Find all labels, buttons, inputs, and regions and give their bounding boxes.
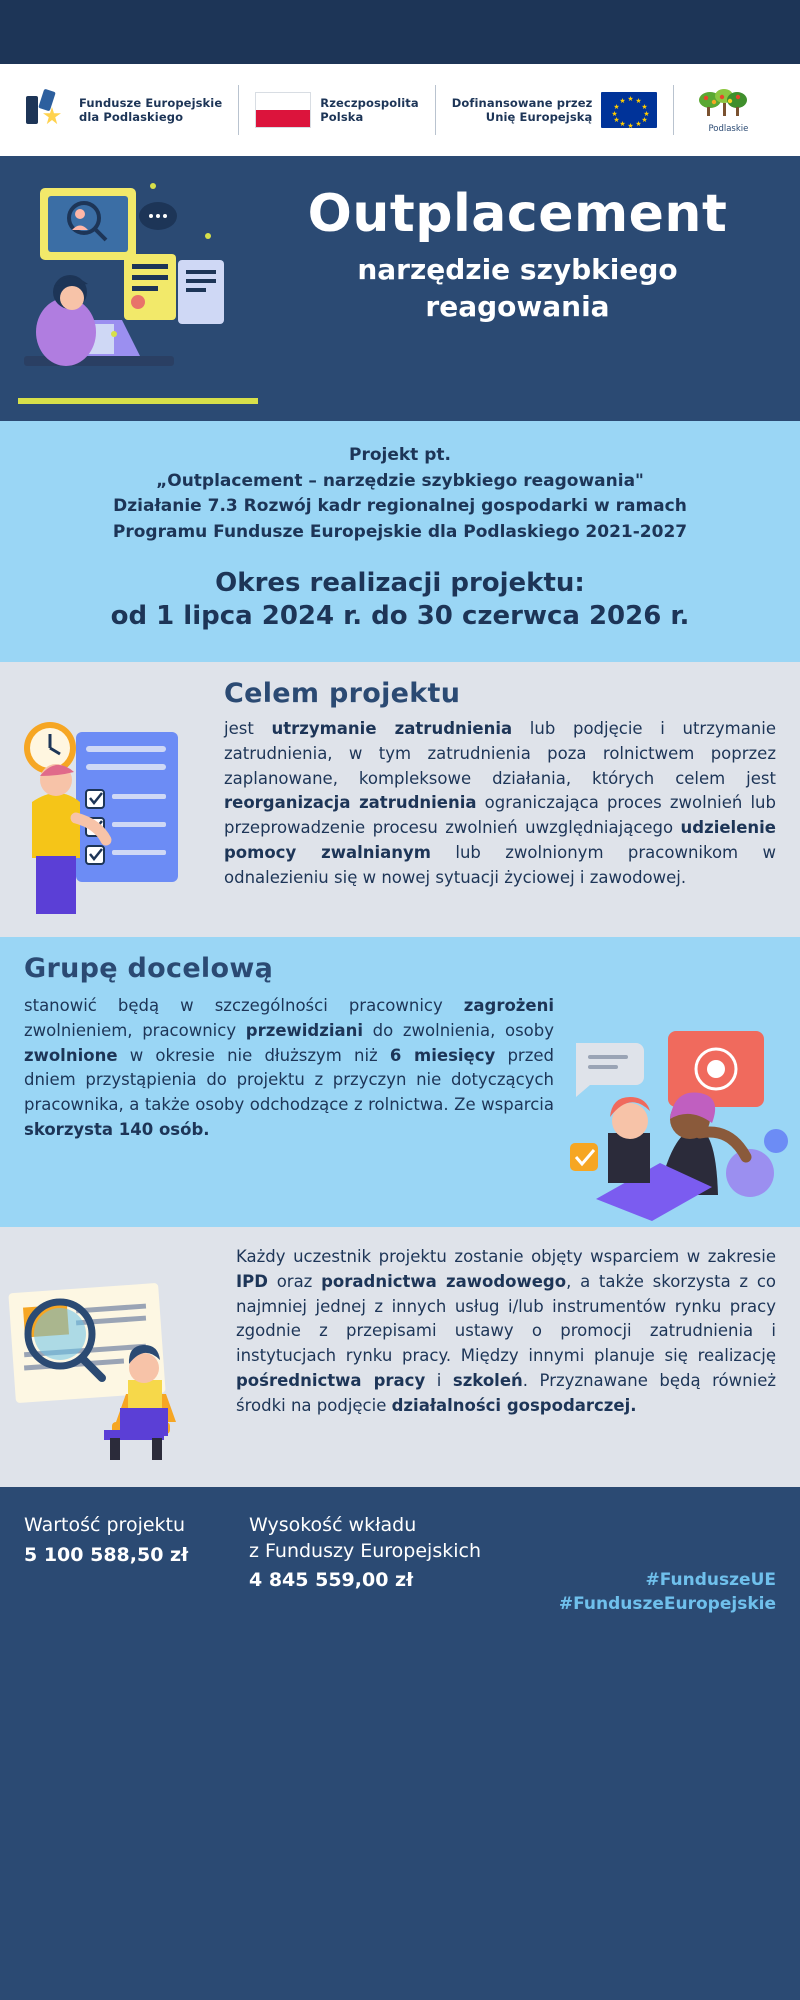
eu-contribution-amount: 4 845 559,00 zł: [249, 1569, 414, 1592]
logo-podlaskie: [690, 87, 766, 134]
target-body: stanowić będą w szczególności pracownicy zagrożeni zwolnieniem, pracownicy przewidziani do zwolnienia, osoby zwolnione w okresie nie dłuższym niż 6 miesięcy przed dniem przystąpienia do projektu z przyczyn nie dotyczących pracownika, a także osoby odchodzące z rolnictwa. Ze wsparcia skorzysta 140 osób.: [24, 996, 554, 1139]
project-period-value: od 1 lipca 2024 r. do 30 czerwca 2026 r.: [110, 600, 690, 631]
goal-heading: Celem projektu: [224, 678, 461, 709]
intro-section: [0, 421, 800, 662]
logo-divider-2: [435, 85, 436, 135]
intro-line-4: Programu Fundusze Europejskie dla Podlaskiego 2021-2027: [112, 521, 688, 542]
intro-line-1: Projekt pt.: [349, 445, 451, 465]
logo-rp-text: [320, 96, 419, 125]
logo-fe-line1: Fundusze Europejskie: [79, 95, 223, 110]
target-heading: Grupę docelową: [24, 953, 274, 984]
goal-body: jest utrzymanie zatrudnienia lub podjęcie i utrzymanie zatrudnienia, w tym zatrudnienia poza rolnictwem poprzez zaplanowane, kompleksowe działania, których celem jest reorganizacja zatrudnienia ograniczająca proces zwolnień lub przeprowadzenie procesu zwolnień uwzględniającego udzielenie pomocy zwalnianym lub zwolnionym pracownikom w odnalezieniu się w nowej sytuacji życiowej i zawodowej.: [224, 719, 776, 887]
target-group-illustration: [550, 1023, 790, 1223]
fundusze-europejskie-icon: [26, 90, 70, 130]
footer-section: [0, 1487, 800, 1639]
section-goal: [0, 662, 800, 937]
project-period-label: Okres realizacji projektu:: [215, 568, 585, 598]
logo-eu-text: [452, 96, 593, 125]
logo-rzeczpospolita-polska: [255, 92, 419, 128]
logo-rp-line1: Rzeczpospolita: [320, 95, 419, 110]
page-subtitle: narzędzie szybkiego reagowania: [357, 253, 678, 324]
section-support: [0, 1227, 800, 1487]
logo-dofinansowane-przez-ue: [452, 92, 658, 128]
logo-divider-3: [673, 85, 674, 135]
hero-section: [0, 156, 800, 421]
logo-eu-line2: Unię Europejską: [485, 110, 593, 124]
podlaskie-caption: Podlaskie: [708, 123, 749, 134]
logo-fe-line2: dla Podlaskiego: [79, 110, 184, 124]
intro-line-3: Działanie 7.3 Rozwój kadr regionalnej gospodarki w ramach: [113, 496, 687, 516]
eu-contribution-label: Wysokość wkładu z Funduszy Europejskich: [249, 1514, 482, 1562]
eu-flag-icon: ★ ★ ★ ★ ★ ★ ★ ★ ★ ★ ★ ★: [601, 92, 657, 128]
logo-divider-1: [238, 85, 239, 135]
logo-fundusze-text: [79, 96, 222, 125]
project-value-amount: 5 100 588,50 zł: [24, 1543, 189, 1566]
goal-illustration: [14, 706, 199, 916]
logo-strip: [0, 64, 800, 156]
podlaskie-emblem-icon: [690, 87, 766, 123]
top-navy-band: [0, 0, 800, 64]
footer-project-value: [24, 1513, 249, 1639]
footer-hashtags: [559, 1568, 776, 1617]
poland-flag-icon: [255, 92, 311, 128]
section-target-group: [0, 937, 800, 1227]
project-value-label: Wartość projektu: [24, 1514, 186, 1536]
logo-rp-line2: Polska: [320, 110, 364, 124]
logo-fundusze-europejskie: [26, 90, 222, 130]
support-body: Każdy uczestnik projektu zostanie objęty wsparciem w zakresie IPD oraz poradnictwa zawodowego, a także skorzysta z co najmniej jednej z innych usług i/lub instrumentów rynku pracy zgodnie z przepisami ustawy o promocji zatrudnienia i instytucjach rynku pracy. Między innymi planuje się realizację pośrednictwa pracy i szkoleń. Przyznawane będą również środki na podjęcie działalności gospodarczej.: [236, 1247, 777, 1415]
hashtag-funduszeeuropejskie: #FunduszeEuropejskie: [558, 1594, 776, 1615]
hashtag-funduszeue: #FunduszeUE: [645, 1569, 776, 1590]
page-title: Outplacement: [307, 184, 728, 244]
intro-line-2: „Outplacement – narzędzie szybkiego reagowania": [156, 470, 644, 491]
logo-eu-line1: Dofinansowane przez: [451, 95, 593, 110]
support-illustration: [8, 1272, 213, 1462]
hero-illustration: [18, 174, 258, 404]
